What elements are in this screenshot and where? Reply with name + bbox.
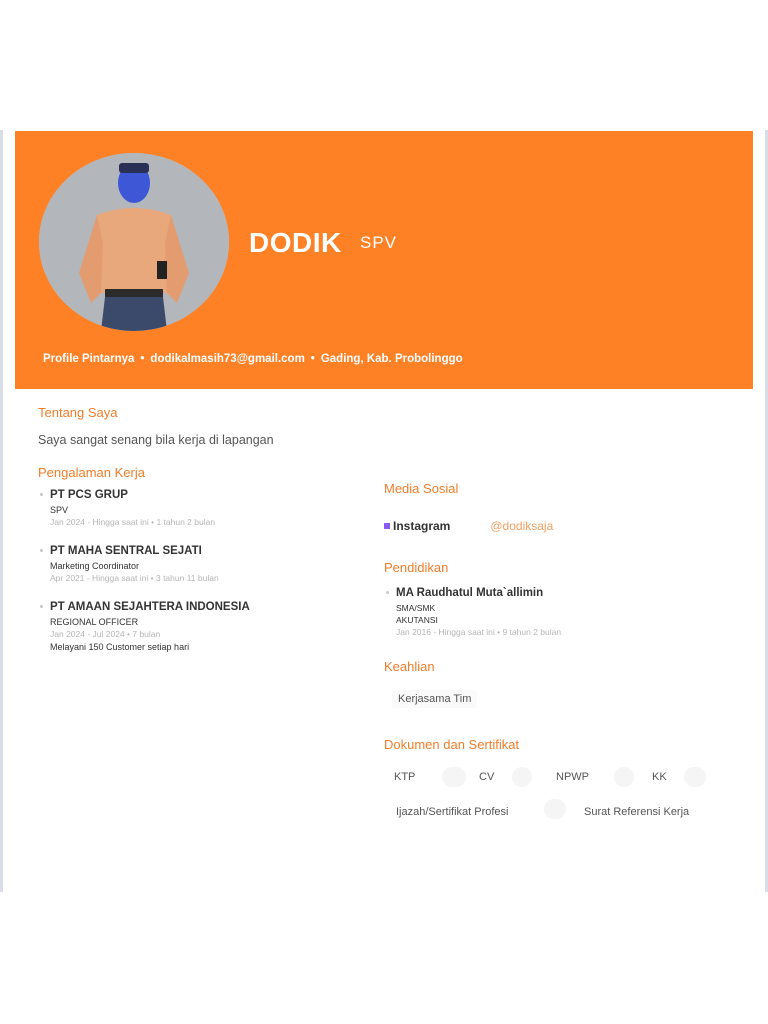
location-text: Gading, Kab. Probolinggo — [320, 353, 463, 365]
contact-line — [43, 353, 463, 365]
profile-header — [15, 131, 753, 389]
profile-card — [15, 131, 753, 871]
experience-company: PT AMAAN SEJAHTERA INDONESIA — [50, 601, 250, 613]
doc-chip-bg — [544, 799, 566, 819]
education-school: MA Raudhatul Muta`allimin — [396, 587, 544, 599]
document-ijazah[interactable]: Ijazah/Sertifikat Profesi — [396, 806, 509, 818]
document-cv[interactable]: CV — [479, 771, 495, 783]
experience-date: Jan 2024 - Jul 2024 • 7 bulan — [50, 629, 161, 639]
instagram-handle-link[interactable]: @dodiksaja — [490, 519, 554, 533]
documents-title: Dokumen dan Sertifikat — [384, 737, 520, 752]
about-text: Saya sangat senang bila kerja di lapangan — [38, 433, 274, 447]
social-row-instagram — [384, 519, 553, 533]
avatar-photo — [39, 153, 229, 331]
experience-company: PT MAHA SENTRAL SEJATI — [50, 545, 202, 557]
profile-source-label: Profile Pintarnya — [43, 353, 135, 365]
profile-name: DODIK — [249, 227, 342, 258]
document-npwp[interactable]: NPWP — [556, 771, 589, 783]
doc-chip-bg — [684, 767, 706, 787]
doc-chip-bg — [614, 767, 634, 787]
experience-role: Marketing Coordinator — [50, 561, 140, 571]
separator: • — [310, 353, 315, 365]
experience-date: Apr 2021 - Hingga saat ini • 3 tahun 11 bulan — [50, 573, 219, 583]
experience-role: REGIONAL OFFICER — [50, 617, 139, 627]
avatar — [39, 153, 229, 331]
email-link[interactable]: dodikalmasih73@gmail.com — [150, 353, 305, 365]
skills-title: Keahlian — [384, 659, 435, 674]
experience-company: PT PCS GRUP — [50, 489, 128, 501]
experience-list — [40, 489, 360, 662]
education-date: Jan 2016 - Hingga saat ini • 9 tahun 2 bulan — [396, 627, 562, 637]
social-title: Media Sosial — [384, 481, 459, 496]
experience-item — [40, 545, 360, 583]
skill-chip: Kerjasama Tim — [392, 690, 477, 708]
doc-chip-bg — [512, 767, 532, 787]
experience-title: Pengalaman Kerja — [38, 465, 145, 480]
instagram-icon — [384, 523, 390, 529]
profile-role: SPV — [360, 233, 398, 252]
social-platform-label: Instagram — [393, 519, 451, 533]
education-level: SMA/SMK — [396, 603, 436, 613]
experience-date: Jan 2024 - Hingga saat ini • 1 tahun 2 bulan — [50, 517, 216, 527]
education-major: AKUTANSI — [396, 615, 438, 625]
experience-role: SPV — [50, 505, 69, 515]
about-title: Tentang Saya — [38, 405, 118, 420]
education-title: Pendidikan — [384, 560, 449, 575]
separator: • — [140, 353, 145, 365]
document-kk[interactable]: KK — [652, 771, 667, 783]
document-surat-referensi[interactable]: Surat Referensi Kerja — [584, 806, 690, 818]
experience-item — [40, 601, 360, 652]
doc-chip-bg — [442, 767, 466, 787]
education-item — [386, 587, 561, 637]
experience-item — [40, 489, 360, 527]
experience-description: Melayani 150 Customer setiap hari — [50, 642, 190, 652]
document-ktp[interactable]: KTP — [394, 771, 416, 783]
